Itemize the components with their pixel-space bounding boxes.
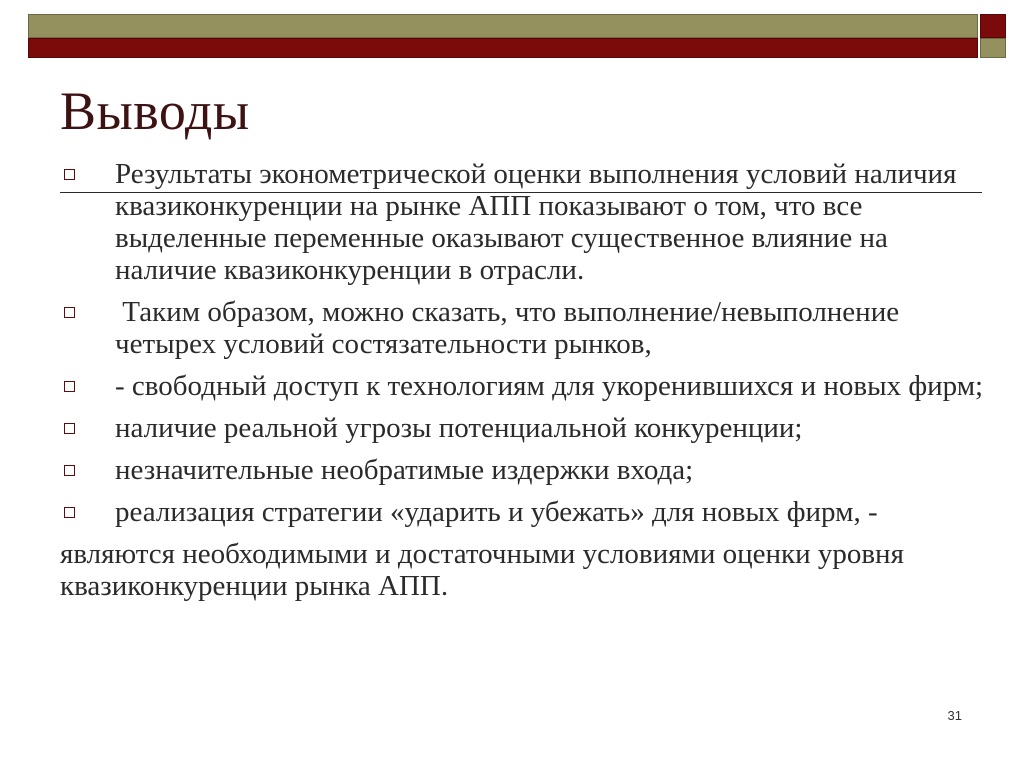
bullet-text: незначительные необратимые издержки входа; bbox=[115, 454, 694, 486]
bullet-text: - свободный доступ к технологиям для укоренившихся и новых фирм; bbox=[115, 370, 984, 402]
header-square-olive bbox=[980, 38, 1006, 58]
square-bullet-icon bbox=[64, 307, 75, 318]
bullet-item bbox=[60, 496, 990, 528]
bullet-item bbox=[60, 412, 990, 444]
page-number: 31 bbox=[947, 708, 962, 723]
bullet-text: Результаты эконометрической оценки выполнения условий наличия квазиконкуренции на рынке АПП показывают о том, что все выделенные переменные оказывают существенное влияние на наличие квазиконкуренции в отрасли. bbox=[115, 158, 957, 286]
square-bullet-icon bbox=[64, 423, 75, 434]
bullet-text: реализация стратегии «ударить и убежать» для новых фирм, - bbox=[115, 496, 878, 528]
bullet-text: Таким образом, можно сказать, что выполнение/невыполнение четырех условий состязательности рынков, bbox=[115, 296, 907, 360]
header-bar-red bbox=[28, 38, 978, 58]
slide-title: Выводы bbox=[60, 81, 250, 141]
square-bullet-icon bbox=[64, 507, 75, 518]
header-bar-olive bbox=[28, 14, 978, 38]
square-bullet-icon bbox=[64, 381, 75, 392]
square-bullet-icon bbox=[64, 465, 75, 476]
conclusion-text: являются необходимыми и достаточными условиями оценки уровня квазиконкуренции рынка АПП. bbox=[60, 538, 904, 602]
bullet-item bbox=[60, 370, 990, 402]
bullet-item bbox=[60, 158, 990, 286]
header-square-red bbox=[980, 14, 1006, 38]
bullet-text: наличие реальной угрозы потенциальной конкуренции; bbox=[115, 412, 803, 444]
bullet-item bbox=[60, 454, 990, 486]
slide-content bbox=[60, 158, 990, 602]
bullet-item bbox=[60, 296, 990, 360]
square-bullet-icon bbox=[64, 169, 75, 180]
